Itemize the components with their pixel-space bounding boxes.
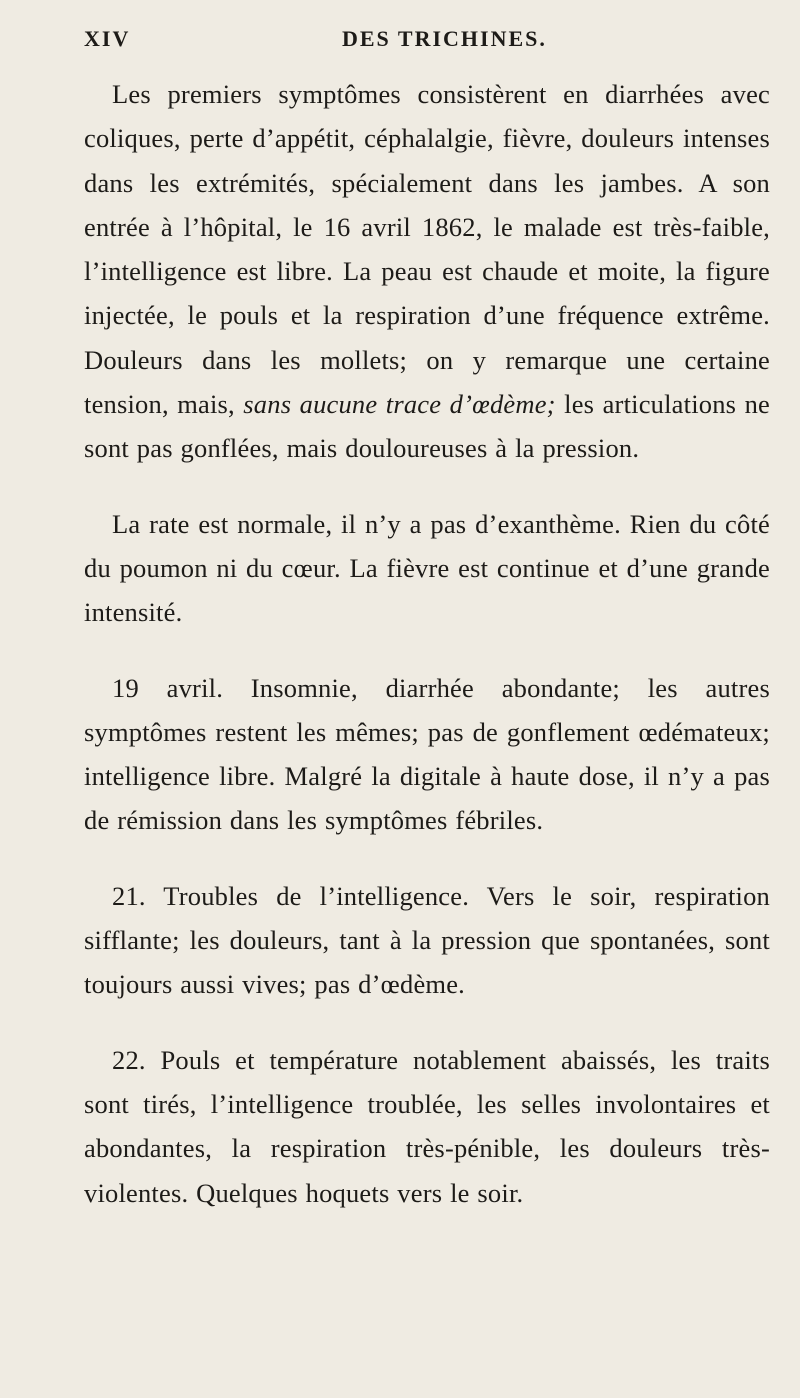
paragraph-april-21: 21. Troubles de l’intelligence. Vers le soir, respiration sifflante; les douleurs, tant à la pression que spontanées, sont toujours aussi vives; pas d’œdème.: [84, 880, 770, 1000]
running-title: DES TRICHINES.: [342, 26, 547, 51]
paragraph-symptoms-text: Les premiers symptômes consistèrent en diarrhées avec coliques, perte d’appétit, céphalalgie, fièvre, douleurs intenses dans les extrémités, spécialement dans les jambes. A son entrée à l’hôpital, le 16 avril 1862, le malade est très-faible, l’intelligence est libre. La peau est chaude et moite, la figure injectée, le pouls et la respiration d’une fréquence extrême. Douleurs dans les mollets; on y remarque une certaine tension, mais,: [84, 79, 770, 420]
paragraph-april-19: 19 avril. Insomnie, diarrhée abondante; les autres symptômes restent les mêmes; pas de gonflement œdémateux; intelligence libre. Malgré la digitale à haute dose, il n’y a pas de rémission dans les symptômes fébriles.: [84, 672, 770, 836]
paragraph-symptoms-end: les articulations ne sont pas gonflées, mais douloureuses à la pression.: [84, 389, 770, 464]
paragraph-april-22: 22. Pouls et température notablement abaissés, les traits sont tirés, l’intelligence troublée, les selles involontaires et abondantes, la respiration très-pénible, les douleurs très-violentes. Quelques hoquets vers le soir.: [84, 1044, 770, 1208]
paragraph-symptoms: [84, 72, 770, 471]
paragraph-spleen: La rate est normale, il n’y a pas d’exanthème. Rien du côté du poumon ni du cœur. La fièvre est continue et d’une grande intensité.: [84, 508, 770, 628]
page-number: XIV: [84, 26, 131, 51]
italic-phrase: sans aucune trace d’œdème;: [243, 389, 556, 420]
body-text: [84, 72, 770, 1215]
running-head: [84, 26, 730, 60]
